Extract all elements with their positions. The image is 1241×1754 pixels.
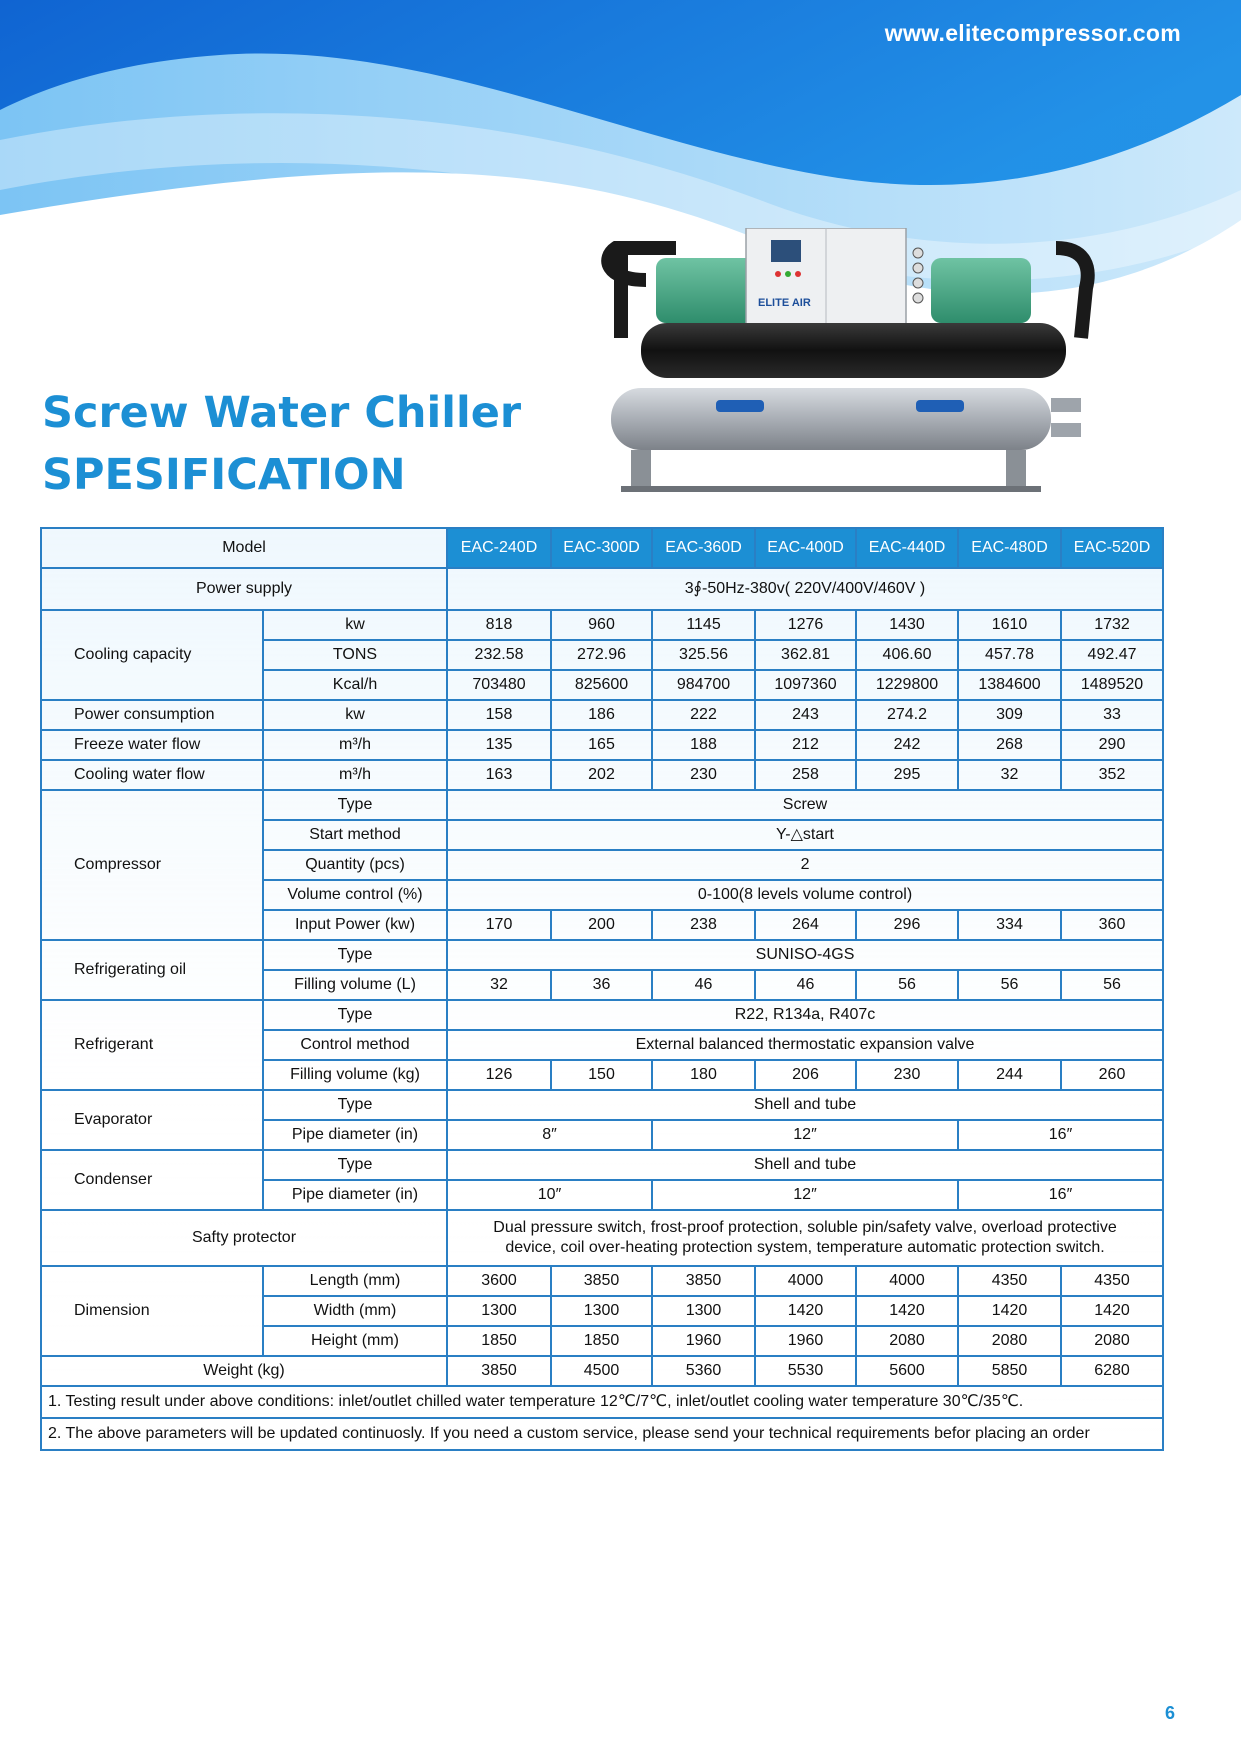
value-cell: 212 [755, 730, 856, 760]
footnote: 2. The above parameters will be updated continuosly. If you need a custom service, please send your technical requirements befor placing an order [41, 1418, 1163, 1450]
cooling-water-flow-row [41, 760, 1163, 790]
page-subtitle: SPESIFICATION [42, 450, 406, 500]
value-cell: 4350 [958, 1266, 1061, 1296]
value-cell: 295 [856, 760, 958, 790]
title-block [42, 382, 521, 506]
pipe-value: 12″ [652, 1120, 958, 1150]
value-cell: 232.58 [447, 640, 551, 670]
value-cell: 818 [447, 610, 551, 640]
value-cell: 186 [551, 700, 652, 730]
value-cell: 4500 [551, 1356, 652, 1386]
value-cell: 1300 [652, 1296, 755, 1326]
unit-cell: kw [263, 700, 447, 730]
value-cell: 290 [1061, 730, 1163, 760]
power-supply-label: Power supply [41, 568, 447, 610]
value-cell: 2080 [1061, 1326, 1163, 1356]
value-cell: 1145 [652, 610, 755, 640]
param-value: SUNISO-4GS [447, 940, 1163, 970]
pipe-value: 16″ [958, 1120, 1163, 1150]
evaporator-label: Evaporator [41, 1090, 263, 1150]
weight-label: Weight (kg) [41, 1356, 447, 1386]
value-cell: 3850 [551, 1266, 652, 1296]
value-cell: 6280 [1061, 1356, 1163, 1386]
oil-type-row [41, 940, 1163, 970]
value-cell: 46 [652, 970, 755, 1000]
value-cell: 362.81 [755, 640, 856, 670]
param-label: Quantity (pcs) [263, 850, 447, 880]
evaporator-type-row [41, 1090, 1163, 1120]
pipe-value: 8″ [447, 1120, 652, 1150]
value-cell: 4000 [856, 1266, 958, 1296]
value-cell: 1489520 [1061, 670, 1163, 700]
value-cell: 1276 [755, 610, 856, 640]
param-label: Pipe diameter (in) [263, 1180, 447, 1210]
cooling-water-flow-label: Cooling water flow [41, 760, 263, 790]
value-cell: 135 [447, 730, 551, 760]
safety-protector-value [447, 1210, 1163, 1266]
chiller-product-image [586, 228, 1116, 496]
value-cell: 36 [551, 970, 652, 1000]
pipe-value: 16″ [958, 1180, 1163, 1210]
param-label: Input Power (kw) [263, 910, 447, 940]
model-header: EAC-480D [958, 528, 1061, 568]
value-cell: 1960 [652, 1326, 755, 1356]
value-cell: 1420 [856, 1296, 958, 1326]
safety-line: Dual pressure switch, frost-proof protection, soluble pin/safety valve, overload protective [493, 1219, 1117, 1236]
param-label: Filling volume (L) [263, 970, 447, 1000]
model-header: EAC-520D [1061, 528, 1163, 568]
value-cell: 200 [551, 910, 652, 940]
value-cell: 4000 [755, 1266, 856, 1296]
value-cell: 238 [652, 910, 755, 940]
value-cell: 334 [958, 910, 1061, 940]
power-consumption-label: Power consumption [41, 700, 263, 730]
param-value: 2 [447, 850, 1163, 880]
value-cell: 2080 [856, 1326, 958, 1356]
value-cell: 1850 [551, 1326, 652, 1356]
safety-protector-row [41, 1210, 1163, 1266]
power-supply-value: 3∮-50Hz-380v( 220V/400V/460V ) [447, 568, 1163, 610]
cooling-capacity-kw-row [41, 610, 1163, 640]
value-cell: 126 [447, 1060, 551, 1090]
unit-cell: m³/h [263, 730, 447, 760]
model-row [41, 528, 1163, 568]
param-label: Type [263, 1150, 447, 1180]
value-cell: 272.96 [551, 640, 652, 670]
model-header: EAC-400D [755, 528, 856, 568]
value-cell: 1384600 [958, 670, 1061, 700]
pipe-value: 10″ [447, 1180, 652, 1210]
value-cell: 296 [856, 910, 958, 940]
value-cell: 1420 [958, 1296, 1061, 1326]
power-supply-row [41, 568, 1163, 610]
value-cell: 170 [447, 910, 551, 940]
safety-line: device, coil over-heating protection system, temperature automatic protection switch. [505, 1239, 1105, 1256]
footnote: 1. Testing result under above conditions: inlet/outlet chilled water temperature 12℃/7℃, inlet/outlet cooling water temperature 30℃/35℃. [41, 1386, 1163, 1418]
param-value: Shell and tube [447, 1090, 1163, 1120]
product-brand-label: ELITE AIR [758, 297, 811, 309]
value-cell: 3850 [447, 1356, 551, 1386]
unit-cell: m³/h [263, 760, 447, 790]
compressor-label: Compressor [41, 790, 263, 940]
refrigerant-type-row [41, 1000, 1163, 1030]
value-cell: 150 [551, 1060, 652, 1090]
value-cell: 406.60 [856, 640, 958, 670]
freeze-water-flow-label: Freeze water flow [41, 730, 263, 760]
value-cell: 1850 [447, 1326, 551, 1356]
freeze-water-flow-row [41, 730, 1163, 760]
value-cell: 457.78 [958, 640, 1061, 670]
value-cell: 352 [1061, 760, 1163, 790]
value-cell: 5360 [652, 1356, 755, 1386]
value-cell: 1610 [958, 610, 1061, 640]
value-cell: 180 [652, 1060, 755, 1090]
value-cell: 1097360 [755, 670, 856, 700]
value-cell: 258 [755, 760, 856, 790]
value-cell: 222 [652, 700, 755, 730]
power-consumption-row [41, 700, 1163, 730]
value-cell: 960 [551, 610, 652, 640]
param-value: External balanced thermostatic expansion valve [447, 1030, 1163, 1060]
param-label: Pipe diameter (in) [263, 1120, 447, 1150]
value-cell: 492.47 [1061, 640, 1163, 670]
param-label: Type [263, 1090, 447, 1120]
value-cell: 5600 [856, 1356, 958, 1386]
value-cell: 158 [447, 700, 551, 730]
unit-cell: Kcal/h [263, 670, 447, 700]
param-label: Type [263, 1000, 447, 1030]
param-value: R22, R134a, R407c [447, 1000, 1163, 1030]
weight-row [41, 1356, 1163, 1386]
value-cell: 163 [447, 760, 551, 790]
value-cell: 274.2 [856, 700, 958, 730]
value-cell: 230 [652, 760, 755, 790]
compressor-type-row [41, 790, 1163, 820]
model-header: EAC-300D [551, 528, 652, 568]
param-value: Shell and tube [447, 1150, 1163, 1180]
param-label: Filling volume (kg) [263, 1060, 447, 1090]
param-label: Length (mm) [263, 1266, 447, 1296]
param-value: Screw [447, 790, 1163, 820]
param-value: 0-100(8 levels volume control) [447, 880, 1163, 910]
value-cell: 984700 [652, 670, 755, 700]
condenser-label: Condenser [41, 1150, 263, 1210]
value-cell: 309 [958, 700, 1061, 730]
safety-protector-label: Safty protector [41, 1210, 447, 1266]
value-cell: 1300 [447, 1296, 551, 1326]
param-label: Type [263, 790, 447, 820]
unit-cell: kw [263, 610, 447, 640]
value-cell: 32 [447, 970, 551, 1000]
model-header: EAC-360D [652, 528, 755, 568]
value-cell: 1960 [755, 1326, 856, 1356]
value-cell: 56 [1061, 970, 1163, 1000]
value-cell: 1732 [1061, 610, 1163, 640]
value-cell: 206 [755, 1060, 856, 1090]
value-cell: 1420 [1061, 1296, 1163, 1326]
value-cell: 4350 [1061, 1266, 1163, 1296]
value-cell: 188 [652, 730, 755, 760]
refrigerant-label: Refrigerant [41, 1000, 263, 1090]
value-cell: 56 [958, 970, 1061, 1000]
value-cell: 5850 [958, 1356, 1061, 1386]
dimension-length-row [41, 1266, 1163, 1296]
param-label: Control method [263, 1030, 447, 1060]
value-cell: 703480 [447, 670, 551, 700]
param-label: Type [263, 940, 447, 970]
page-title: Screw Water Chiller [42, 388, 522, 438]
value-cell: 5530 [755, 1356, 856, 1386]
dimension-label: Dimension [41, 1266, 263, 1356]
param-label: Width (mm) [263, 1296, 447, 1326]
model-label: Model [41, 528, 447, 568]
model-header: EAC-240D [447, 528, 551, 568]
page-number: 6 [1164, 1703, 1175, 1723]
param-label: Volume control (%) [263, 880, 447, 910]
value-cell: 243 [755, 700, 856, 730]
model-header: EAC-440D [856, 528, 958, 568]
param-value: Y-△start [447, 820, 1163, 850]
value-cell: 242 [856, 730, 958, 760]
value-cell: 165 [551, 730, 652, 760]
website-url[interactable]: www.elitecompressor.com [884, 20, 1181, 46]
value-cell: 56 [856, 970, 958, 1000]
value-cell: 32 [958, 760, 1061, 790]
value-cell: 3850 [652, 1266, 755, 1296]
param-label: Start method [263, 820, 447, 850]
value-cell: 1300 [551, 1296, 652, 1326]
value-cell: 360 [1061, 910, 1163, 940]
value-cell: 244 [958, 1060, 1061, 1090]
value-cell: 33 [1061, 700, 1163, 730]
cooling-capacity-label: Cooling capacity [41, 610, 263, 700]
value-cell: 1430 [856, 610, 958, 640]
value-cell: 230 [856, 1060, 958, 1090]
value-cell: 260 [1061, 1060, 1163, 1090]
specification-table [40, 527, 1164, 1451]
value-cell: 325.56 [652, 640, 755, 670]
value-cell: 268 [958, 730, 1061, 760]
value-cell: 825600 [551, 670, 652, 700]
param-label: Height (mm) [263, 1326, 447, 1356]
value-cell: 1229800 [856, 670, 958, 700]
value-cell: 46 [755, 970, 856, 1000]
value-cell: 1420 [755, 1296, 856, 1326]
value-cell: 264 [755, 910, 856, 940]
pipe-value: 12″ [652, 1180, 958, 1210]
value-cell: 2080 [958, 1326, 1061, 1356]
unit-cell: TONS [263, 640, 447, 670]
note-row [41, 1386, 1163, 1418]
value-cell: 3600 [447, 1266, 551, 1296]
note-row [41, 1418, 1163, 1450]
condenser-type-row [41, 1150, 1163, 1180]
value-cell: 202 [551, 760, 652, 790]
refrigerating-oil-label: Refrigerating oil [41, 940, 263, 1000]
